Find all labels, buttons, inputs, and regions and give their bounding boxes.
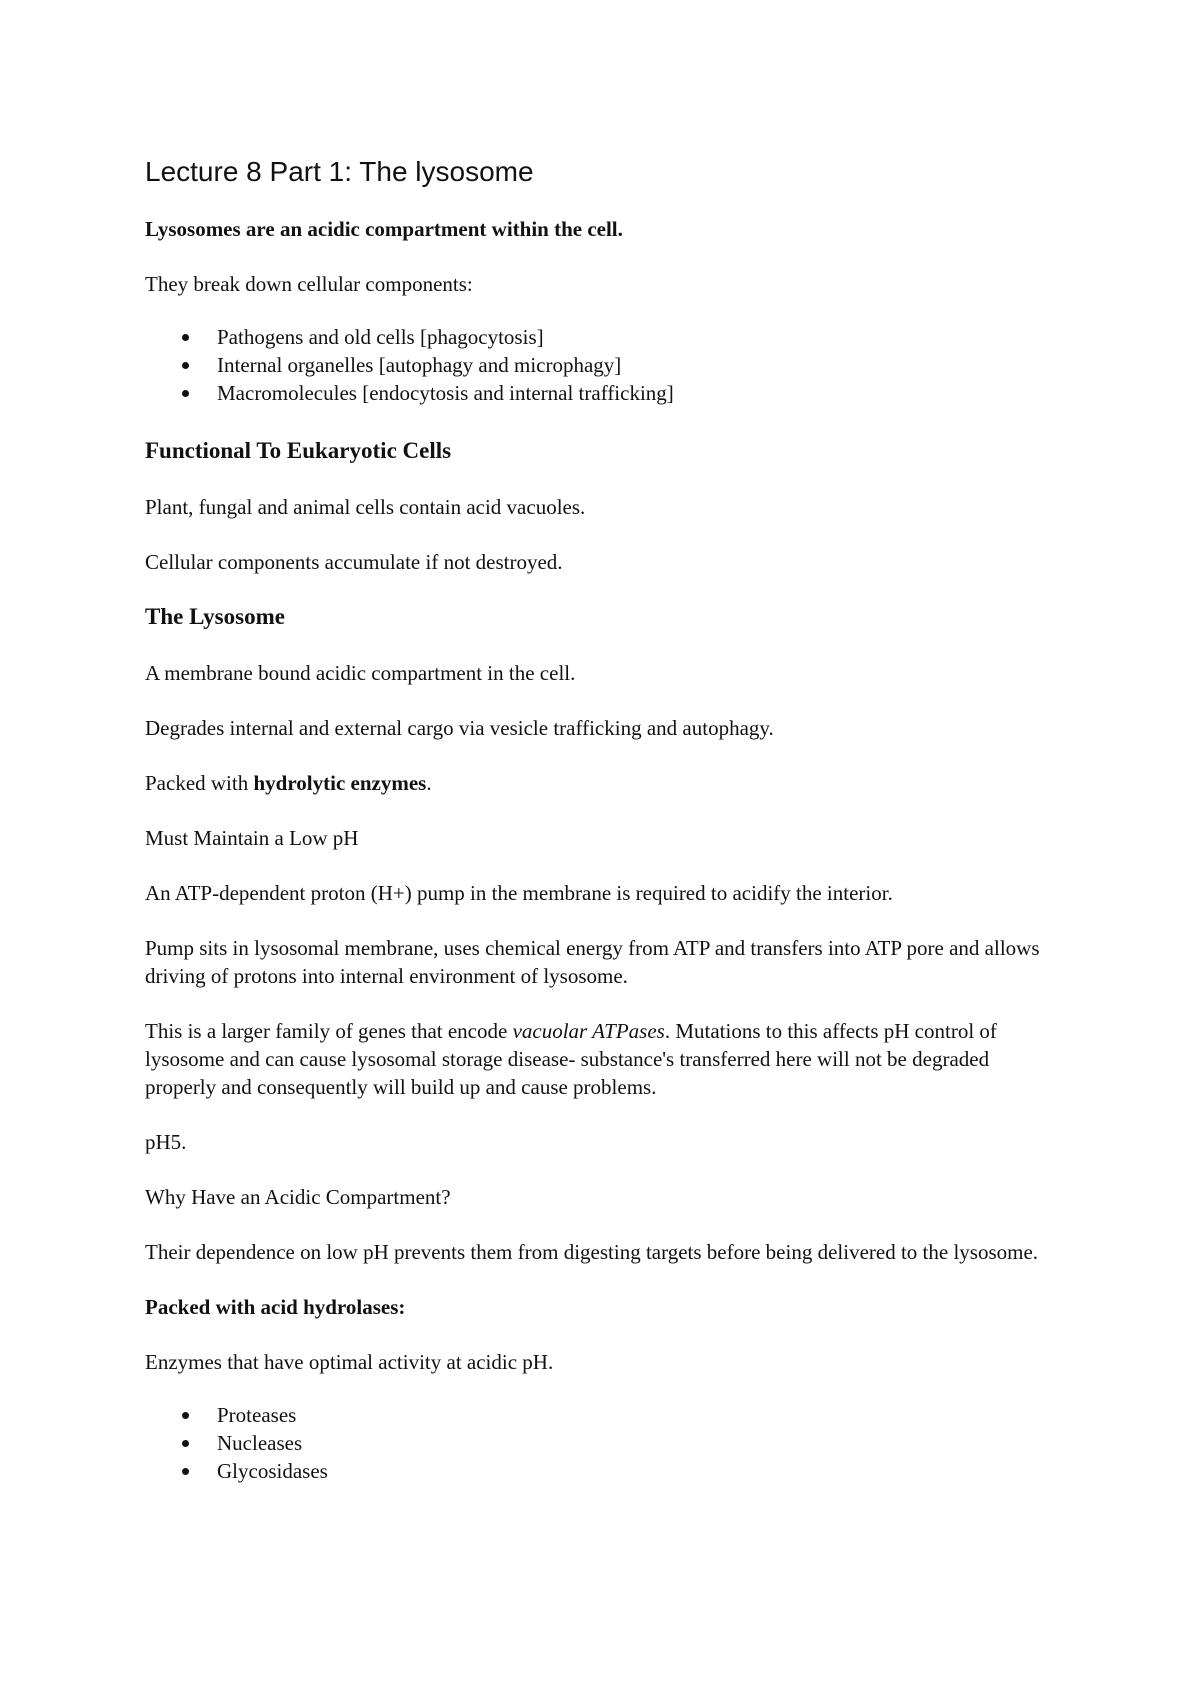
bullet-icon [182,1468,189,1475]
components-list [145,323,1065,407]
italic-term: vacuolar ATPases [512,1019,665,1043]
paragraph: pH5. [145,1130,187,1154]
text-run: This is a larger family of genes that encode [145,1019,513,1043]
bullet-icon [182,362,189,369]
text-run: Packed with [145,771,254,795]
bullet-icon [182,1440,189,1447]
paragraph [145,1017,1065,1101]
list-item [217,323,1065,351]
list-item-text: Internal organelles [autophagy and microphagy] [217,353,622,377]
text-run: . [426,771,432,795]
document-page [145,140,1065,1515]
paragraph: Enzymes that have optimal activity at acidic pH. [145,1350,554,1374]
bullet-icon [182,1412,189,1419]
section-heading-hydrolases: Packed with acid hydrolases: [145,1295,406,1319]
text-run: . Mutations to this affects pH control of lysosome and can cause lysosomal storage disease- substance's transferred here will not be degraded properly and consequently will build up and cause problems. [145,1019,997,1099]
paragraph: Why Have an Acidic Compartment? [145,1185,451,1209]
list-item-text: Nucleases [217,1431,303,1455]
paragraph: Pump sits in lysosomal membrane, uses chemical energy from ATP and transfers into ATP pore and allows driving of protons into internal environment of lysosome. [145,936,1040,988]
bullet-icon [182,390,189,397]
list-item-text: Proteases [217,1403,297,1427]
list-item [217,379,1065,407]
list-item-text: Glycosidases [217,1459,328,1483]
paragraph [145,769,1065,797]
intro-lead: They break down cellular components: [145,272,473,296]
list-item-text: Pathogens and old cells [phagocytosis] [217,325,544,349]
list-item [217,1429,1065,1457]
enzymes-list [145,1401,1065,1485]
paragraph: Plant, fungal and animal cells contain acid vacuoles. [145,495,586,519]
paragraph: Must Maintain a Low pH [145,826,359,850]
list-item [217,351,1065,379]
paragraph: Degrades internal and external cargo via vesicle trafficking and autophagy. [145,716,774,740]
list-item [217,1401,1065,1429]
bold-term: hydrolytic enzymes [253,771,427,795]
intro-bold-statement: Lysosomes are an acidic compartment within the cell. [145,217,623,241]
bullet-icon [182,334,189,341]
section-heading-functional: Functional To Eukaryotic Cells [145,438,452,463]
section-heading-lysosome: The Lysosome [145,604,285,629]
list-item [217,1457,1065,1485]
paragraph: A membrane bound acidic compartment in the cell. [145,661,576,685]
paragraph: An ATP-dependent proton (H+) pump in the membrane is required to acidify the interior. [145,881,893,905]
paragraph: Cellular components accumulate if not destroyed. [145,550,563,574]
list-item-text: Macromolecules [endocytosis and internal trafficking] [217,381,674,405]
paragraph: Their dependence on low pH prevents them from digesting targets before being delivered to the lysosome. [145,1240,1039,1264]
page-title: Lecture 8 Part 1: The lysosome [145,156,534,187]
